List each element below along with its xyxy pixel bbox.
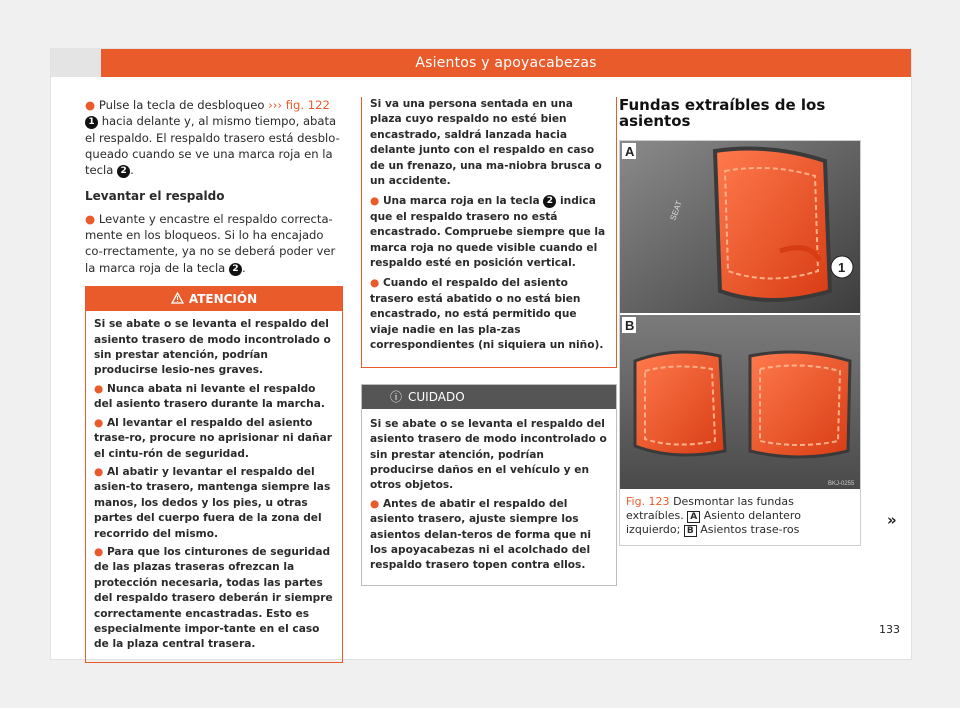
caption-letter-a: A bbox=[687, 511, 700, 523]
figure-caption: Fig. 123 Desmontar las fundas extraíbles. A Asiento delantero izquierdo; B Asientos trase-ros bbox=[626, 494, 801, 536]
seat-belt-text: SEAT bbox=[668, 199, 684, 222]
marker-2: 2 bbox=[117, 165, 130, 178]
seat-a bbox=[715, 148, 830, 299]
column-3 bbox=[619, 97, 861, 546]
marker-2: 2 bbox=[543, 195, 556, 208]
rear-seat-left bbox=[635, 352, 725, 455]
marker-2: 2 bbox=[229, 263, 242, 276]
figure-code: BKJ-0255 bbox=[828, 480, 855, 487]
manual-page bbox=[50, 48, 912, 660]
figure-123 bbox=[619, 140, 861, 546]
label-a-text: A bbox=[625, 143, 635, 159]
notice-header: ⓘ CUIDADO bbox=[362, 385, 616, 409]
warning-header: ATENCIÓN bbox=[86, 287, 342, 311]
figure-image bbox=[620, 141, 860, 489]
warning-body: Si se abate o se levanta el respaldo del asiento trasero de modo incontrolado o sin prestar atención, podrían producirse lesio-nes graves. ● Nunca abata ni levante el respaldo del asiento trasero durante la marcha. ● Al levantar el respaldo del asiento trase-ro, procure no aprisionar ni dañar el cintu-rón de seguridad. ● Al abatir y levantar el respaldo del asien-to trasero, mantenga siempre las manos, los dedos y los pies, u otras partes del cuerpo fuera de la zona del recorrido del mismo. ● Para que los cinturones de seguridad de las plazas traseras ofrezcan la protección necesaria, todas las partes del respaldo trasero deberán ir siempre correctamente encastradas. Esto es especialmente impor-tante en el caso de la plaza central trasera. bbox=[94, 318, 333, 651]
caption-letter-b: B bbox=[684, 525, 697, 537]
section-title: Fundas extraíbles de los asientos bbox=[619, 96, 826, 131]
callout-1-text: 1 bbox=[838, 259, 846, 275]
label-b-text: B bbox=[625, 317, 635, 333]
info-icon: ⓘ bbox=[390, 389, 403, 404]
page-title: Asientos y apoyacabezas bbox=[101, 49, 911, 77]
notice-box bbox=[361, 384, 617, 586]
paragraph-raise: ● Levante y encastre el respaldo correcta-mente en los bloqueos. Si lo ha encajado co-rrectamente, ya no se deberá poder ver la marca roja de la tecla 2 . bbox=[85, 211, 336, 275]
figure-link[interactable]: fig. 122 bbox=[285, 98, 330, 112]
warning-box-continued: Si va una persona sentada en una plaza cuyo respaldo no esté bien encastrado, saldrá lanzada hacia delante junto con el respaldo en caso de un frenazo, una ma-niobra brusca o un accidente. ● Una marca roja en la tecla 2 indica que el respaldo trasero no está encastrado. Compruebe siempre que la marca roja no quede visible cuando el respaldo esté en posición vertical. ● Cuando el respaldo del asiento trasero está abatido o no está bien encastrado, no está permitido que viaje nadie en las pla-zas correspondientes (ni siquiera un niño). bbox=[361, 97, 617, 368]
column-1 bbox=[85, 97, 343, 663]
marker-1: 1 bbox=[85, 116, 98, 129]
warning-box bbox=[85, 286, 343, 663]
bullet-icon: ● bbox=[85, 211, 96, 226]
column-2 bbox=[361, 97, 623, 586]
subheading-raise: Levantar el respaldo bbox=[85, 189, 225, 204]
warning-triangle-icon bbox=[171, 292, 184, 304]
page-number: 133 bbox=[879, 623, 900, 636]
figure-number: Fig. 123 bbox=[626, 494, 670, 508]
bullet-icon: ● bbox=[85, 98, 96, 112]
figure-arrows: ››› bbox=[268, 98, 283, 112]
continue-icon: » bbox=[887, 511, 897, 529]
header-band bbox=[51, 49, 911, 77]
paragraph-unlock: ● Pulse la tecla de desbloqueo ››› fig. 122 1 hacia delante y, al mismo tiempo, abata el respaldo. El respaldo trasero está desblo-queado cuando se ve una marca roja en la tecla 2 . bbox=[85, 98, 340, 178]
notice-body: Si se abate o se levanta el respaldo del asiento trasero de modo incontrolado o sin prestar atención, podrían producirse daños en el vehículo y en otros objetos. ● Antes de abatir el respaldo del asiento trasero, ajuste siempre los asientos delan-teros de forma que ni los apoyacabezas ni el acolchado del respaldo trasero topen contra ellos. bbox=[370, 417, 607, 572]
